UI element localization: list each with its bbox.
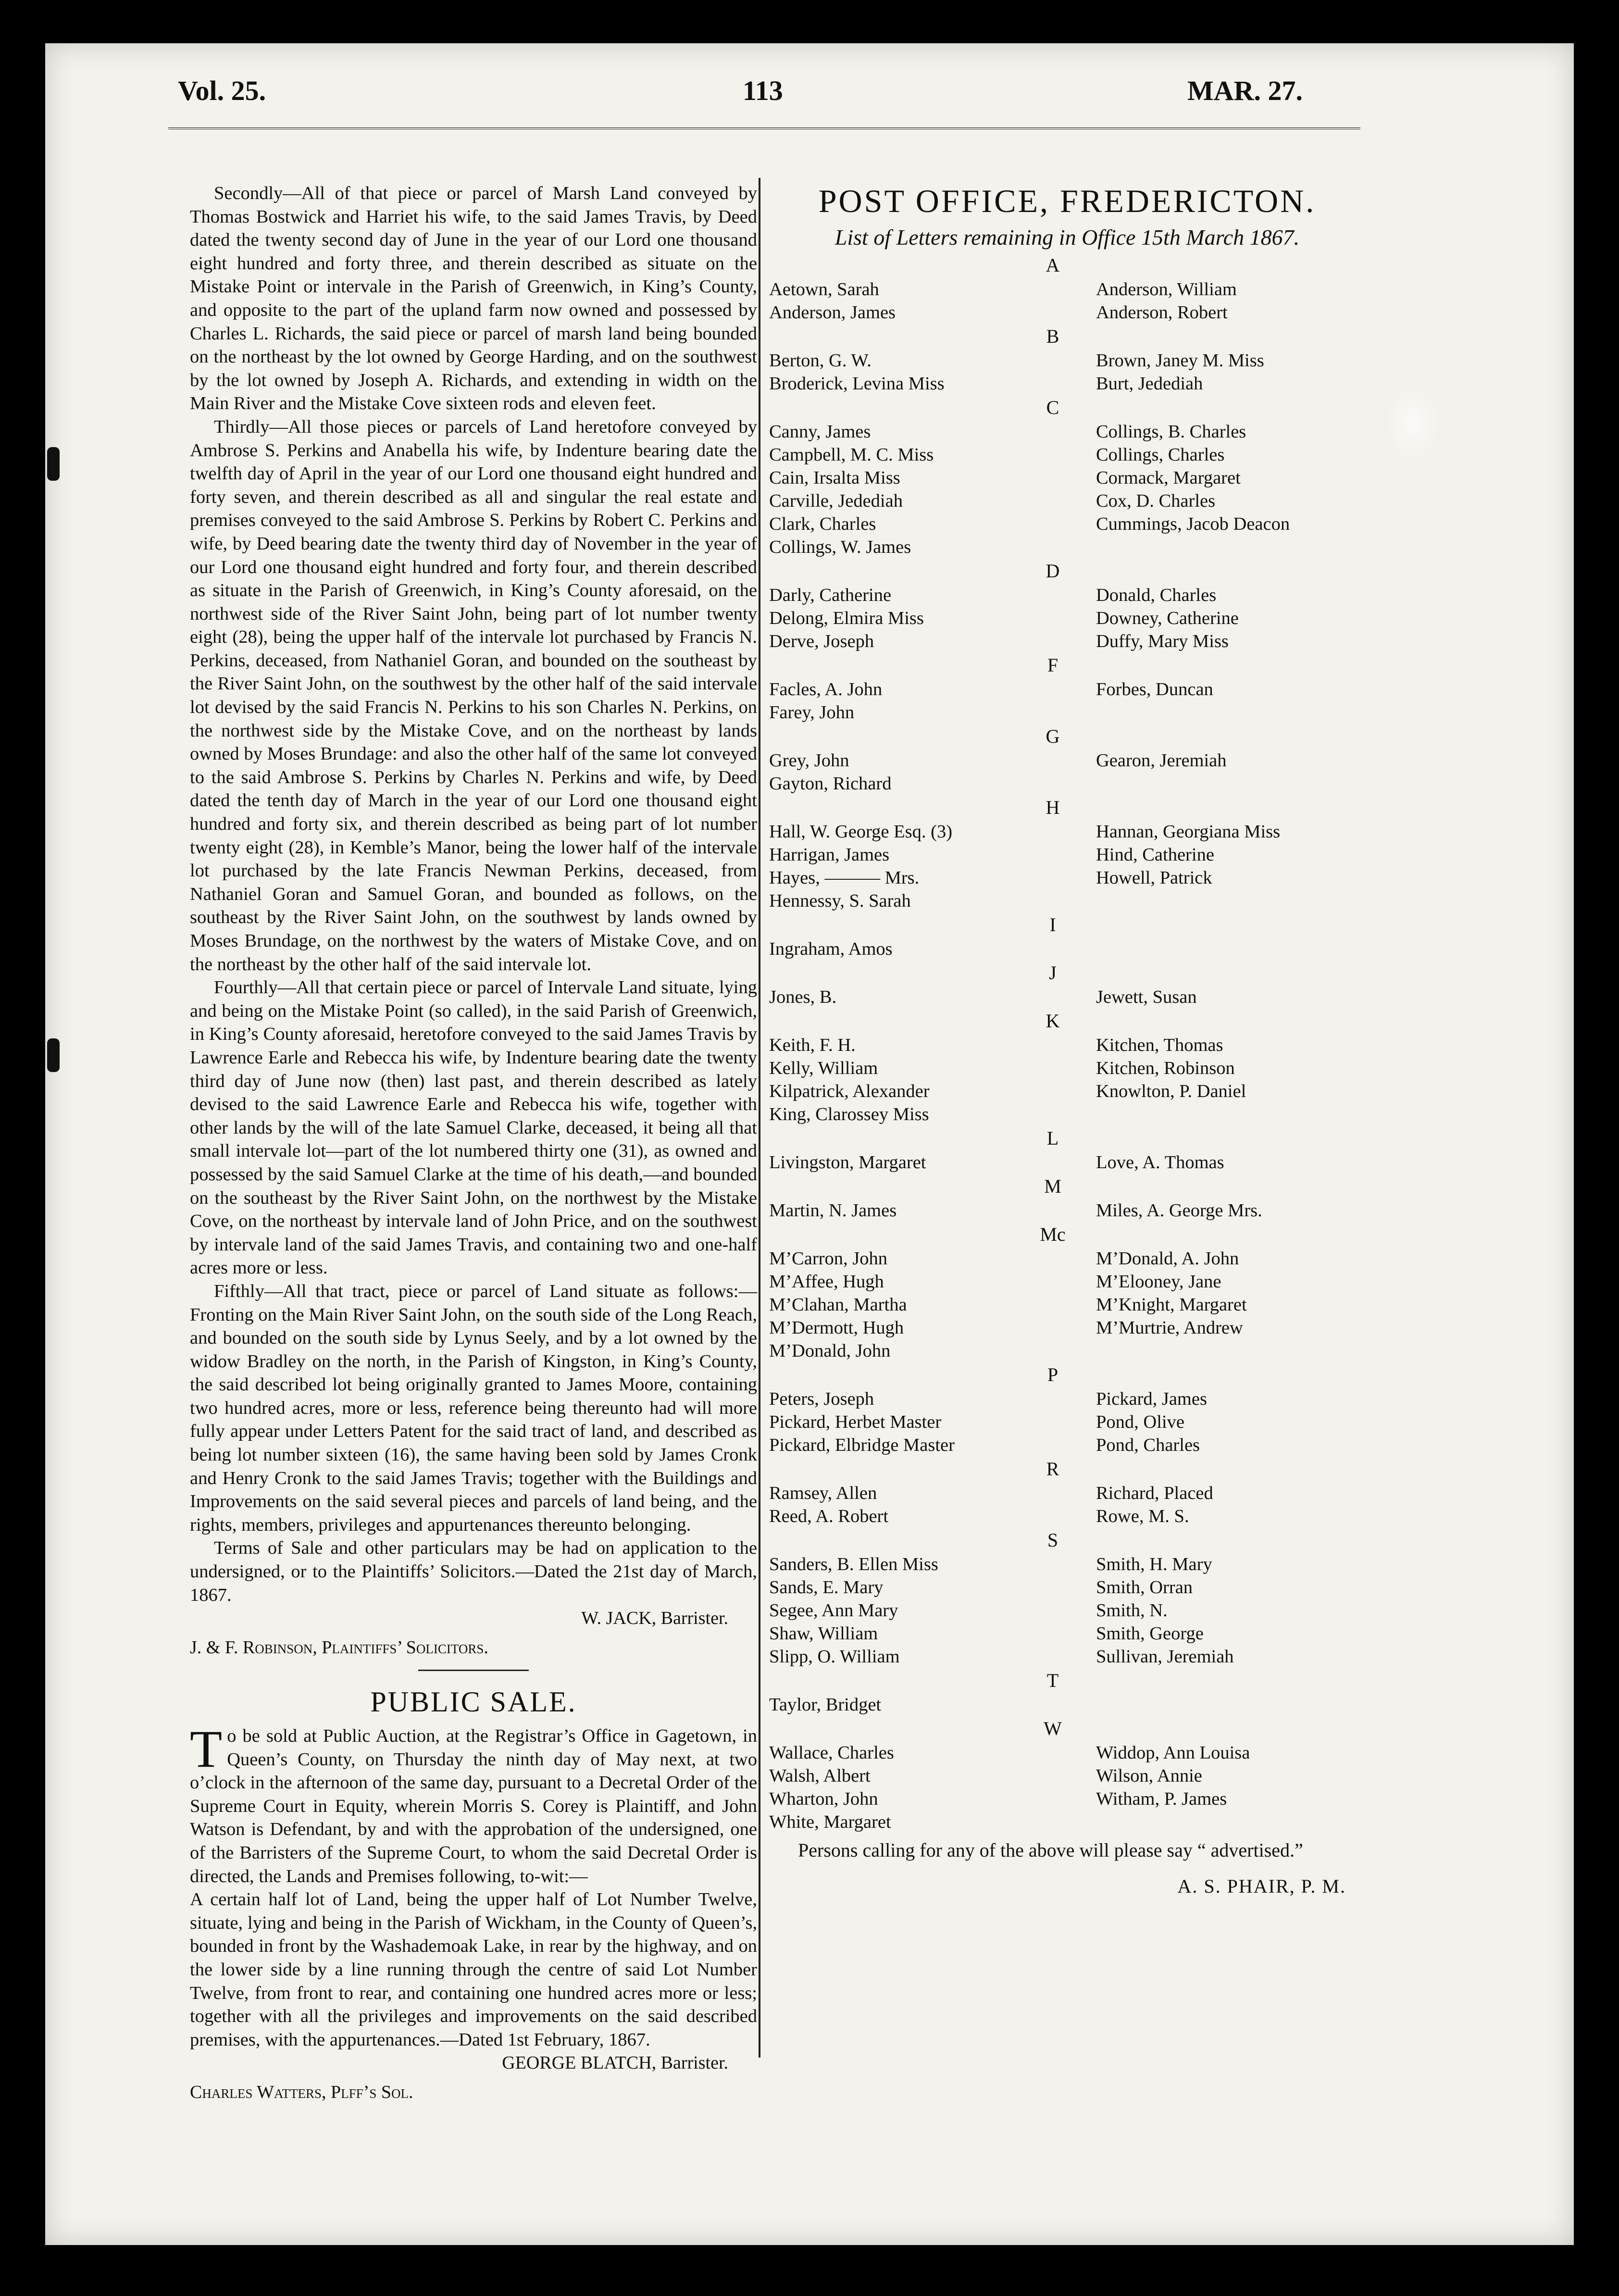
addressee-name: Martin, N. James (769, 1200, 897, 1221)
addressee-name: M’Affee, Hugh (769, 1272, 884, 1292)
group-letter: K (1046, 1010, 1060, 1032)
paragraph-fifthly: Fifthly—All that tract, piece or parcel of Land situate as follows:—Fronting on the Main River Saint John, on the south side of the Long Reach, and bounded on the south side by Lynus Seely, and by a lot owned by the widow Bradley on the north, in the Parish of Kingston, in King’s County, the said described lot being originally granted to James Moore, containing two hundred acres, more or less, reference being thereunto had will more fully appear under Letters Patent for the said tract of land, and described as being lot number sixteen (16), the same having been sold by James Cronk and Henry Cronk to the said James Travis; together with the Buildings and Improvements on the said several pieces and parcels of land being, and the rights, members, privileges and appurtenances thereunto belonging. (190, 1281, 757, 1535)
group-letter: H (1046, 797, 1060, 818)
addressee-name: Derve, Joseph (769, 631, 874, 651)
names-right (1096, 986, 1365, 1009)
addressee-name: Downey, Catherine (1096, 608, 1239, 628)
addressee-name: Keith, F. H. (769, 1035, 856, 1055)
addressee-name: Love, A. Thomas (1096, 1152, 1224, 1173)
names-left (769, 937, 1058, 961)
addressee-name: M’Donald, John (769, 1341, 891, 1361)
names-right (1096, 1741, 1365, 1834)
names-right (1096, 584, 1365, 653)
addressee-name: Slipp, O. William (769, 1647, 900, 1667)
letter-group (769, 559, 1365, 653)
addressee-name: Collings, Charles (1096, 445, 1225, 465)
group-letter: M (1044, 1175, 1061, 1197)
letter-group (769, 1222, 1365, 1362)
addressee-name: Smith, H. Mary (1096, 1554, 1212, 1574)
paragraph-thirdly: Thirdly—All those pieces or parcels of Land heretofore conveyed by Ambrose S. Perkins and Anabella his wife, by Indenture bearing date the twelfth day of April in the year of our Lord one thousand eight hundred and forty seven, and therein described as all and singular the real estate and premises conveyed to the said Ambrose S. Perkins by Robert C. Perkins and wife, by Deed bearing date the twenty third day of November in the year of our Lord one thousand eight hundred and forty four, and therein described as situate in the Parish of Greenwich, in King’s County aforesaid, on the northwest side of the River Saint John, being part of lot number twenty eight (28), being the upper half of the intervale lot purchased by Francis N. Perkins, deceased, from Nathaniel Goran, and bounded on the southeast by the River Saint John, on the southwest by the other half of the said intervale lot devised by the said Francis N. Perkins to his son Charles N. Perkins, on the northwest side by the Mistake Cove, and on the northeast by lands owned by Moses Brundage: and also the other half of the same lot conveyed to the said Ambrose S. Perkins by Charles N. Perkins and wife, by Deed dated the tenth day of March in the year of our Lord one thousand eight hundred and forty six, and therein described as being part of lot number twenty eight (28), in Kemble’s Manor, being the lower half of the intervale lot purchased by the late Francis Newman Perkins, deceased, from Nathaniel Goran and Samuel Goran, and bounded as follows, on the southeast by the River Saint John, on the southwest by lands owned by Moses Brundage, on the northwest by the waters of Mistake Cove, and on the northeast by the other half of the said intervale lot. (190, 416, 757, 974)
group-letter: I (1049, 914, 1056, 936)
group-letter: D (1046, 560, 1060, 582)
names-left (769, 820, 1058, 912)
addressee-name: Reed, A. Robert (769, 1506, 889, 1526)
paragraph-terms: Terms of Sale and other particulars may be had on application to the undersigned, or to the Plaintiffs’ Solicitors.—Dated the 21st day of March, 1867. (190, 1538, 757, 1605)
names-right (1096, 1482, 1365, 1528)
sale-description: A certain half lot of Land, being the upper half of Lot Number Twelve, situate, lying and being in the Parish of Wickham, in the County of Queen’s, bounded in front by the Washademoak Lake, in rear by the highway, and on the lower side by a line running through the centre of said Lot Number Twelve, from front to rear, and containing one hundred acres more or less; together with all the privileges and improvements on the said described premises, with the appurtenances.—Dated 1st February, 1867. (190, 1889, 757, 2050)
paragraph-secondly: Secondly—All of that piece or parcel of Marsh Land conveyed by Thomas Bostwick and Harriet his wife, to the said James Travis, by Deed dated the twenty second day of June in the year of our Lord one thousand eight hundred and forty three, and therein described as situate on the Mistake Point or intervale in the Parish of Greenwich, in King’s County, and opposite to the part of the upland farm now owned and possessed by Charles L. Richards, the said piece or parcel of marsh land being bounded on the northeast by the lot owned by George Harding, and on the southwest by the lot owned by Joseph A. Richards, and extending in width on the Main River and the Mistake Cove sixteen rods and eleven feet. (190, 183, 757, 414)
barrister-signature: W. JACK, Barrister. (581, 1608, 728, 1629)
names-left (769, 278, 1058, 324)
sale-paragraph: To be sold at Public Auction, at the Registrar’s Office in Gagetown, in Queen’s County, on Thursday the ninth day of May next, at two o’clock in the afternoon of the same day, pursuant to a Decretal Order of the Supreme Court in Equity, wherein Morris S. Corey is Plaintiff, and John Watson is Defendant, by and with the approbation of the undersigned, one of the Barristers of the Supreme Court, to whom the said Decretal Order is directed, the Lands and Premises following, to-wit:— (190, 1720, 757, 1886)
post-office-title: POST OFFICE, FREDERICTON. (818, 183, 1316, 219)
names-left (769, 584, 1058, 653)
names-right (1096, 937, 1365, 961)
addressee-name: Hayes, ——— Mrs. (769, 868, 920, 888)
group-letter: G (1046, 725, 1060, 747)
addressee-name: White, Margaret (769, 1812, 891, 1832)
group-letter: A (1046, 254, 1060, 276)
group-letter: R (1046, 1458, 1059, 1480)
letter-group (769, 961, 1365, 1009)
letter-group (769, 1126, 1365, 1174)
addressee-name: Anderson, William (1096, 279, 1237, 299)
divider (418, 1670, 529, 1671)
closing-note: Persons calling for any of the above will please say “ advertised.” (798, 1839, 1303, 1861)
names-left (769, 1387, 1058, 1457)
letter-group (769, 1716, 1365, 1834)
addressee-name: Sands, E. Mary (769, 1577, 884, 1597)
addressee-name: Pond, Olive (1096, 1412, 1184, 1432)
addressee-name: Shaw, William (769, 1623, 878, 1644)
page-header (0, 75, 1619, 118)
letter-group (769, 253, 1365, 324)
barrister-signature-2: GEORGE BLATCH, Barrister. (502, 2053, 728, 2073)
group-letter: L (1046, 1127, 1059, 1149)
addressee-name: M’Donald, A. John (1096, 1248, 1239, 1269)
addressee-name: Pickard, Elbridge Master (769, 1435, 955, 1455)
addressee-name: M’Clahan, Martha (769, 1295, 907, 1315)
addressee-name: Cox, D. Charles (1096, 491, 1216, 511)
letter-group (769, 1174, 1365, 1222)
addressee-name: Howell, Patrick (1096, 868, 1212, 888)
addressee-name: Pickard, Herbet Master (769, 1412, 942, 1432)
addressee-name: Kitchen, Thomas (1096, 1035, 1223, 1055)
letter-group (769, 1528, 1365, 1668)
names-right (1096, 1151, 1365, 1174)
addressee-name: Campbell, M. C. Miss (769, 445, 934, 465)
addressee-name: Burt, Jedediah (1096, 374, 1203, 394)
addressee-name: Hennessy, S. Sarah (769, 891, 911, 911)
addressee-name: Cummings, Jacob Deacon (1096, 514, 1290, 534)
group-letter: P (1047, 1364, 1059, 1385)
names-left (769, 749, 1058, 795)
addressee-name: Taylor, Bridget (769, 1695, 882, 1715)
addressee-name: Sullivan, Jeremiah (1096, 1647, 1234, 1667)
addressee-name: M’Murtrie, Andrew (1096, 1318, 1243, 1338)
column-rule (759, 178, 760, 2058)
addressee-name: Delong, Elmira Miss (769, 608, 924, 628)
addressee-name: Wharton, John (769, 1789, 878, 1809)
addressee-name: Grey, John (769, 750, 849, 771)
names-left (769, 1741, 1058, 1834)
addressee-name: Hind, Catherine (1096, 845, 1214, 865)
addressee-name: Richard, Placed (1096, 1483, 1213, 1503)
letter-group (769, 1362, 1365, 1457)
addressee-name: Peters, Joseph (769, 1389, 874, 1409)
solicitors-line: J. & F. Robinson, Plaintiffs’ Solicitors. (190, 1637, 488, 1658)
names-right (1096, 1553, 1365, 1668)
names-right (1096, 278, 1365, 324)
addressee-name: Jewett, Susan (1096, 987, 1197, 1007)
group-letter: C (1046, 397, 1059, 418)
names-left (769, 1553, 1058, 1668)
addressee-name: Pickard, James (1096, 1389, 1207, 1409)
addressee-name: Forbes, Duncan (1096, 679, 1213, 699)
addressee-name: Pond, Charles (1096, 1435, 1200, 1455)
names-left (769, 1247, 1058, 1362)
addressee-name: Hall, W. George Esq. (3) (769, 822, 953, 842)
letter-group (769, 1668, 1365, 1716)
addressee-name: Livingston, Margaret (769, 1152, 926, 1173)
addressee-name: King, Clarossey Miss (769, 1104, 929, 1124)
volume-number: Vol. 25. (178, 75, 266, 106)
addressee-name: M’Dermott, Hugh (769, 1318, 904, 1338)
addressee-name: Wilson, Annie (1096, 1766, 1202, 1786)
addressee-name: Anderson, Robert (1096, 302, 1228, 323)
addressee-name: M’Elooney, Jane (1096, 1272, 1221, 1292)
addressee-name: Brown, Janey M. Miss (1096, 350, 1264, 371)
addressee-name: Hannan, Georgiana Miss (1096, 822, 1281, 842)
addressee-name: Kilpatrick, Alexander (769, 1081, 930, 1101)
group-letter: J (1049, 962, 1057, 984)
names-right (1096, 678, 1365, 724)
addressee-name: Canny, James (769, 422, 871, 442)
group-letter: Mc (1040, 1223, 1066, 1245)
names-left (769, 1693, 1058, 1716)
names-left (769, 349, 1058, 395)
addressee-name: Carville, Jedediah (769, 491, 903, 511)
names-right (1096, 1247, 1365, 1362)
addressee-name: Clark, Charles (769, 514, 876, 534)
addressee-name: Collings, W. James (769, 537, 911, 557)
addressee-name: Donald, Charles (1096, 585, 1217, 605)
addressee-name: Kelly, William (769, 1058, 878, 1078)
addressee-name: Knowlton, P. Daniel (1096, 1081, 1246, 1101)
names-right (1096, 1387, 1365, 1457)
addressee-name: Farey, John (769, 702, 855, 723)
addressee-name: Widdop, Ann Louisa (1096, 1743, 1250, 1763)
addressee-name: Miles, A. George Mrs. (1096, 1200, 1262, 1221)
addressee-name: Ramsey, Allen (769, 1483, 877, 1503)
names-right (1096, 820, 1365, 912)
names-left (769, 986, 1058, 1009)
binding-hole (47, 1038, 60, 1072)
names-right (1096, 1199, 1365, 1222)
letter-group (769, 1457, 1365, 1528)
solicitor-line-2: Charles Watters, Plff’s Sol. (190, 2082, 413, 2102)
addressee-name: Duffy, Mary Miss (1096, 631, 1229, 651)
header-rule (168, 127, 1360, 129)
addressee-name: Broderick, Levina Miss (769, 374, 945, 394)
letter-group (769, 912, 1365, 961)
names-left (769, 678, 1058, 724)
post-office-column (769, 182, 1365, 1897)
letter-group (769, 795, 1365, 912)
addressee-name: Smith, Orran (1096, 1577, 1193, 1597)
names-left (769, 1151, 1058, 1174)
names-right (1096, 1034, 1365, 1126)
addressee-name: Gayton, Richard (769, 774, 892, 794)
addressee-name: Smith, N. (1096, 1600, 1168, 1621)
addressee-name: Gearon, Jeremiah (1096, 750, 1227, 771)
group-letter: S (1047, 1529, 1059, 1551)
addressee-name: Cormack, Margaret (1096, 468, 1241, 488)
group-letter: F (1047, 654, 1059, 676)
public-sale-title: PUBLIC SALE. (370, 1686, 577, 1718)
paragraph-fourthly: Fourthly—All that certain piece or parcel of Intervale Land situate, lying and being on the Mistake Point (so called), in the said Parish of Greenwich, in King’s County aforesaid, heretofore conveyed to the said James Travis by Lawrence Earle and Rebecca his wife, by Indenture bearing date the twenty third day of June now (then) last past, and therein described as lately devised to the said Lawrence Earle and Rebecca his wife, together with other lands by the will of the late Samuel Clarke, deceased, it being all that small intervale lot—part of the lot numbered thirty one (31), as owned and possessed by the said Samuel Clarke at the time of his death,—and bounded on the southeast by the River Saint John, on the northwest by the Mistake Cove, on the northeast by intervale land of John Price, and on the southwest by intervale land of the said James Travis, and containing two and one-half acres more or less. (190, 977, 757, 1278)
addressee-name: Collings, B. Charles (1096, 422, 1246, 442)
letter-list (769, 253, 1365, 1834)
addressee-name: Wallace, Charles (769, 1743, 894, 1763)
letter-group (769, 395, 1365, 559)
post-office-subtitle: List of Letters remaining in Office 15th March 1867. (834, 225, 1300, 250)
paper-stain (1384, 385, 1442, 462)
addressee-name: Smith, George (1096, 1623, 1204, 1644)
addressee-name: M’Carron, John (769, 1248, 887, 1269)
addressee-name: Darly, Catherine (769, 585, 892, 605)
group-letter: W (1044, 1718, 1062, 1739)
names-right (1096, 420, 1365, 559)
letter-group (769, 724, 1365, 795)
addressee-name: Facles, A. John (769, 679, 883, 699)
issue-date: MAR. 27. (1187, 75, 1303, 106)
binding-hole (47, 447, 60, 481)
names-left (769, 1482, 1058, 1528)
group-letter: B (1046, 325, 1059, 347)
addressee-name: Segee, Ann Mary (769, 1600, 898, 1621)
names-left (769, 1199, 1058, 1222)
addressee-name: Rowe, M. S. (1096, 1506, 1189, 1526)
postmaster-signature: A. S. PHAIR, P. M. (1177, 1875, 1346, 1897)
names-left (769, 1034, 1058, 1126)
group-letter: T (1046, 1670, 1059, 1691)
addressee-name: Witham, P. James (1096, 1789, 1227, 1809)
names-right (1096, 1693, 1365, 1716)
letter-group (769, 653, 1365, 724)
addressee-name: Aetown, Sarah (769, 279, 879, 299)
letter-group (769, 1009, 1365, 1126)
addressee-name: M’Knight, Margaret (1096, 1295, 1247, 1315)
addressee-name: Kitchen, Robinson (1096, 1058, 1235, 1078)
names-right (1096, 749, 1365, 795)
letter-group (769, 324, 1365, 395)
addressee-name: Berton, G. W. (769, 350, 872, 371)
addressee-name: Ingraham, Amos (769, 939, 893, 959)
names-right (1096, 349, 1365, 395)
addressee-name: Cain, Irsalta Miss (769, 468, 900, 488)
addressee-name: Jones, B. (769, 987, 837, 1007)
names-left (769, 420, 1058, 559)
page-number: 113 (743, 75, 783, 106)
addressee-name: Anderson, James (769, 302, 896, 323)
addressee-name: Sanders, B. Ellen Miss (769, 1554, 938, 1574)
left-column (190, 182, 757, 2104)
addressee-name: Harrigan, James (769, 845, 890, 865)
addressee-name: Walsh, Albert (769, 1766, 871, 1786)
